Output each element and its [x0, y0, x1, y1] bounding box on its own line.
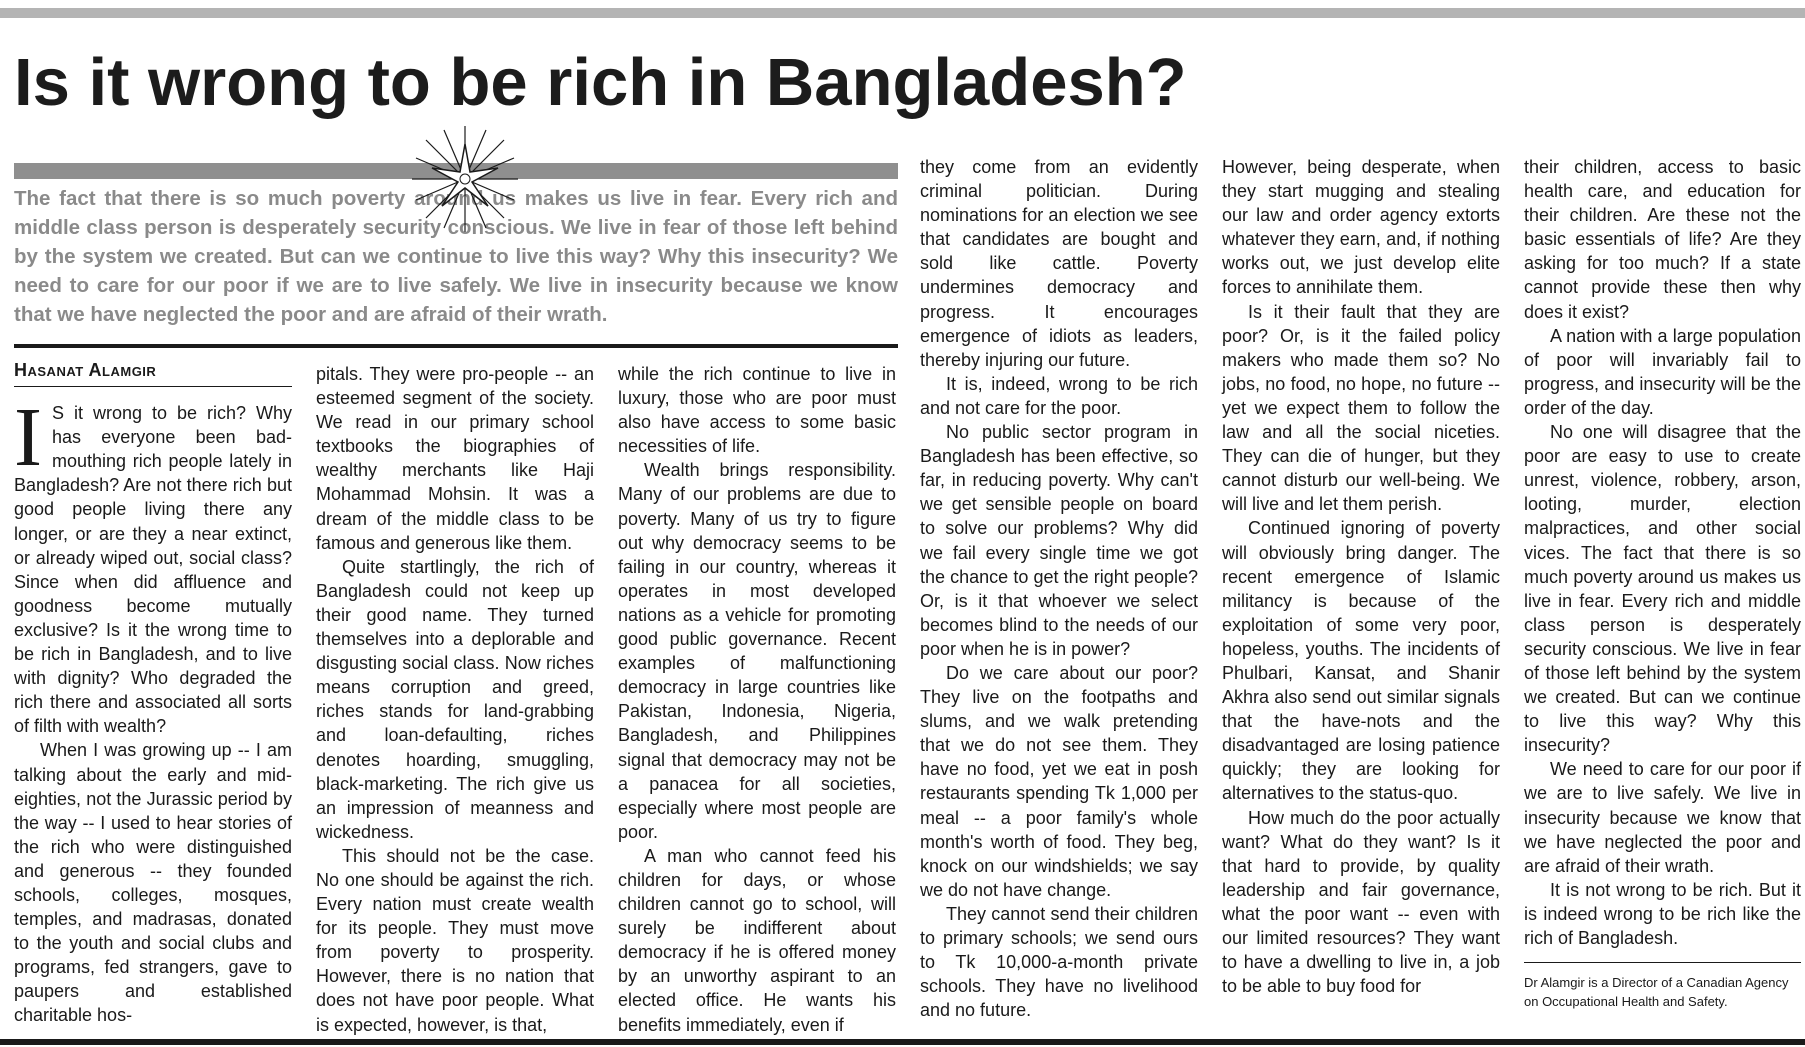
column-4	[920, 155, 1198, 1022]
author-note: Dr Alamgir is a Director of a Canadian Agency on Occupational Health and Safety.	[1524, 975, 1789, 1010]
paragraph: pitals. They were pro-people -- an esteemed segment of the society. We read in our primary school textbooks the biographies of wealthy merchants like Haji Mohammad Mohsin. It was a dream of the middle class to be famous and generous like them.	[316, 364, 594, 553]
author-rule	[1524, 962, 1801, 963]
paragraph: Quite startlingly, the rich of Bangladesh could not keep up their good name. They turned themselves into a deplorable and disgusting social class. Now riches means corruption and greed, riches stands for land-grabbing and loan-defaulting, riches denotes hoarding, smuggling, black-marketing. The rich give us an impression of meanness and wickedness.	[316, 556, 594, 842]
paragraph: No public sector program in Bangladesh has been effective, so far, in reducing poverty. Why can't we get sensible people on board to solve our problems? Why did we fail every single time we got the chance to get the right people? Or, is it that whoever we select becomes blind to the needs of our poor when he is in power?	[920, 422, 1198, 659]
column-1	[14, 358, 292, 1028]
paragraph: They cannot send their children to primary schools; we send ours to Tk 10,000-a-month private schools. They have no livelihood and no future.	[920, 903, 1198, 1021]
paragraph: their children, access to basic health care, and education for their children. Are these not the basic essentials of life? Are they asking for too much? If a state cannot provide these then why does it exist?	[1524, 157, 1801, 322]
bottom-rule	[0, 1039, 1805, 1045]
paragraph: Wealth brings responsibility. Many of our problems are due to poverty. Many of us try to figure out why democracy seems to be failing in our country, whereas it operates in most developed nations as a vehicle for promoting good public governance. Recent examples of malfunctioning democracy in large countries like Pakistan, Indonesia, Nigeria, Bangladesh, and Philippines signal that democracy may not be a panacea for all societies, especially where most people are poor.	[618, 460, 896, 842]
column-6	[1524, 155, 1801, 1011]
deck-bottom-rule	[14, 344, 898, 348]
top-rule	[0, 8, 1805, 18]
paragraph: while the rich continue to live in luxury, those who are poor must also have access to some basic necessities of life.	[618, 364, 896, 457]
paragraph: How much do the poor actually want? What do they want? Is it that hard to provide, by quality leadership and fair governance, what the poor want -- even with our limited resources? They want to have a dwelling to live in, a job to be able to buy food for	[1222, 807, 1500, 997]
paragraph: No one will disagree that the poor are easy to use to create unrest, violence, robbery, arson, looting, murder, election malpractices, and other social vices. The fact that there is so much poverty around us makes us live in fear. Every rich and middle class person is desperately security conscious. We live in fear of those left behind by the system we created. But can we continue to live this way? Why this insecurity?	[1524, 422, 1801, 756]
paragraph: Is it their fault that they are poor? Or, is it the failed policy makers who made them so? No jobs, no food, no hope, no future -- yet we expect them to follow the law and all the social niceties. They can die of hunger, but they cannot disturb our well-being. We will live and let them perish.	[1222, 301, 1500, 515]
paragraph: This should not be the case. No one should be against the rich. Every nation must create wealth for its people. They must move from poverty to prosperity. However, there is no nation that does not have poor people. What is expected, however, is that,	[316, 845, 594, 1035]
paragraph: We need to care for our poor if we are to live safely. We live in insecurity because we know that we have neglected the poor and are afraid of their wrath.	[1524, 759, 1801, 876]
paragraph: they come from an evidently criminal politician. During nominations for an election we see that candidates are bought and sold like cattle. Poverty undermines democracy and progress. It encourages emergence of idiots as leaders, thereby injuring our future.	[920, 157, 1198, 370]
headline: Is it wrong to be rich in Bangladesh?	[14, 45, 1187, 120]
starburst-icon	[410, 124, 520, 234]
column-5	[1222, 155, 1500, 998]
paragraph: When I was growing up -- I am talking about the early and mid-eighties, not the Jurassic period by the way -- I used to hear stories of the rich who were distinguished and generous -- they founded schools, colleges, mosques, temples, and madrasas, donated to the youth and social clubs and programs, fed strangers, gave to paupers and established charitable hos-	[14, 740, 292, 1026]
paragraph: A nation with a large population of poor will invariably fail to progress, and insecurity will be the order of the day.	[1524, 325, 1801, 418]
paragraph: Continued ignoring of poverty will obviously bring danger. The recent emergence of Islamic militancy is because of the exploitation of some very poor, hopeless, youths. The incidents of Phulbari, Kansat, and Shanir Akhra also send out similar signals that the have-nots and the disadvantaged are losing patience quickly; they are looking for alternatives to the status-quo.	[1222, 518, 1500, 804]
paragraph: A man who cannot feed his children for days, or whose children cannot go to school, will surely be indifferent about democracy if he is offered money by an unworthy aspirant to an elected office. He wants his benefits immediately, even if	[618, 845, 896, 1035]
paragraph: It is not wrong to be rich. But it is indeed wrong to be rich like the rich of Bangladesh.	[1524, 879, 1801, 948]
byline: Hasanat Alamgir	[14, 360, 157, 380]
byline-rule	[14, 386, 292, 387]
dropcap: I	[14, 391, 42, 485]
paragraph: However, being desperate, when they start mugging and stealing our law and order agency extorts whatever they earn, and, if nothing works out, we just develop elite forces to annihilate them.	[1222, 157, 1500, 298]
paragraph: It is, indeed, wrong to be rich and not care for the poor.	[920, 373, 1198, 418]
column-2	[316, 362, 594, 1037]
paragraph	[14, 391, 292, 738]
column-3	[618, 362, 896, 1037]
deck-text: The fact that there is so much poverty around us makes us live in fear. Every rich and middle class person is desperately security conscious. We live in fear of those left behind by the system we created. But can we continue to live this way? Why this insecurity? We need to care for our poor if we are to live safely. We live in insecurity because we know that we have neglected the poor and are afraid of their wrath.	[14, 187, 898, 326]
paragraph: Do we care about our poor? They live on the footpaths and slums, and we walk pretending that we do not see them. They have no food, yet we eat in posh restaurants spending Tk 1,000 per meal -- a poor family's whole month's worth of food. They beg, knock on our windshields; we say we do not have change.	[920, 662, 1198, 900]
paragraph-text: S it wrong to be rich? Why has everyone been bad-mouthing rich people lately in Bangladesh? Are not there rich but good people living there any longer, or are they a near extinct, or already wiped out, social class? Since when did affluence and goodness become mutually exclusive? Is it the wrong time to be rich in Bangladesh, and to live with dignity? Who degraded the rich there and associated all sorts of filth with wealth?	[14, 403, 292, 737]
